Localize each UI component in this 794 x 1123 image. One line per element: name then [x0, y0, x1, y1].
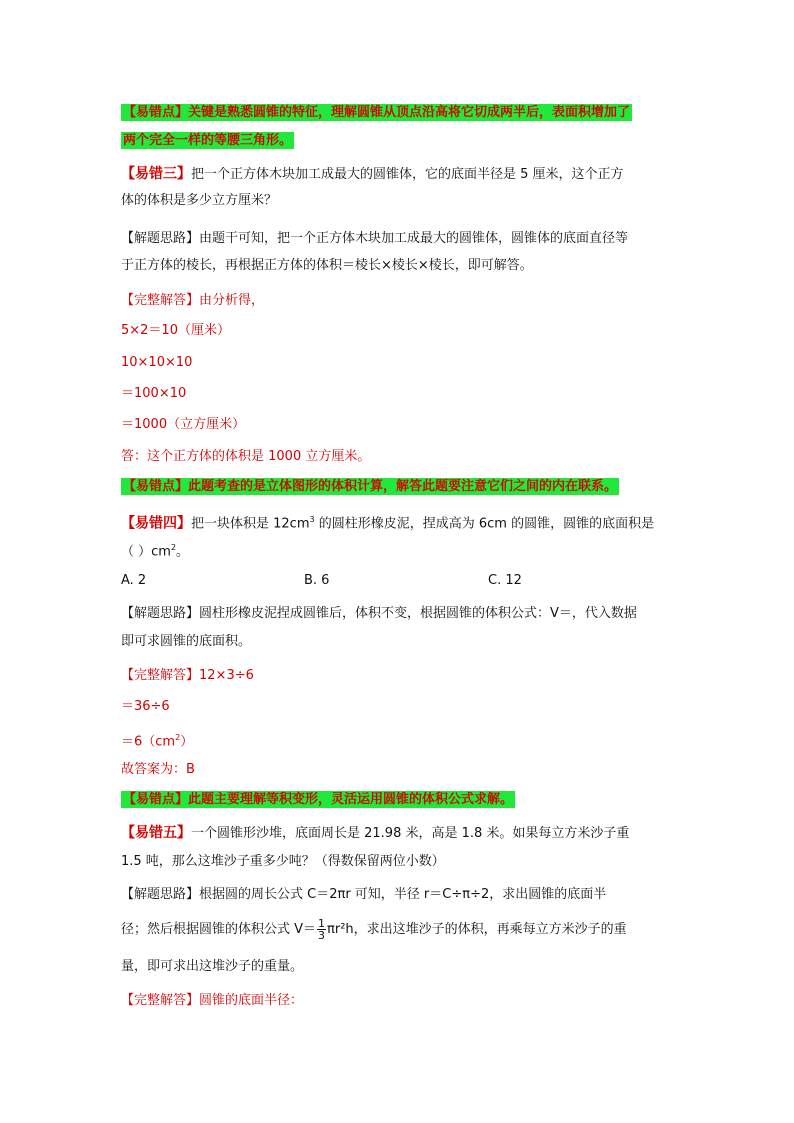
- q5-thinking-line-3: 量，即可求出这堆沙子的重量。: [121, 959, 304, 974]
- q3-calc-step-4: ＝1000（立方厘米）: [121, 417, 246, 432]
- question-5-tag: 【易错五】: [121, 825, 191, 841]
- question-3-line-2: 体的体积是多少立方厘米？: [121, 193, 278, 208]
- question-5-line-1: 【易错五】一个圆锥形沙堆，底面周长是 21.98 米，高是 1.8 米。如果每立方米沙子重: [121, 825, 630, 841]
- q3-calc-step-1: 5×2＝10（厘米）: [121, 323, 230, 338]
- q5-thinking-tag: 【解题思路】: [121, 887, 200, 902]
- error-point-note-3: 【易错点】此题主要理解等积变形，灵活运用圆锥的体积公式求解。: [123, 792, 514, 807]
- q3-thinking-line-1: 【解题思路】由题干可知，把一个正方体木块加工成最大的圆锥体，圆锥体的底面直径等: [121, 231, 629, 246]
- q4-calc-step-2: ＝36÷6: [121, 699, 170, 714]
- q4-thinking-tag: 【解题思路】: [121, 606, 200, 621]
- q4-thinking-line-1: 【解题思路】圆柱形橡皮泥捏成圆锥后，体积不变，根据圆锥的体积公式：V＝，代入数据: [121, 606, 637, 621]
- q3-answer-tag: 【完整解答】: [121, 293, 200, 308]
- q3-final-answer: 答：这个正方体的体积是 1000 立方厘米。: [121, 449, 371, 464]
- question-4-tag: 【易错四】: [121, 515, 191, 532]
- q4-answer-tag: 【完整解答】: [121, 668, 200, 683]
- q4-option-b: B. 6: [304, 573, 330, 588]
- one-third-fraction: $\frac{1}{3}$: [318, 917, 326, 942]
- q5-thinking-line-1: 【解题思路】根据圆的周长公式 C＝2πr 可知，半径 r＝C÷π÷2，求出圆锥的底面半: [121, 887, 607, 902]
- question-3-line-1: 【易错三】把一个正方体木块加工成最大的圆锥体，它的底面半径是 5 厘米，这个正方: [121, 166, 624, 182]
- error-point-note-1: 【易错点】关键是熟悉圆锥的特征，理解圆锥从顶点沿高将它切成两半后，表面积增加了: [123, 105, 631, 120]
- q3-calc-step-2: 10×10×10: [121, 355, 193, 370]
- q5-thinking-line-2: 径；然后根据圆锥的体积公式 V＝ $\frac{1}{3}$ πr²h，求出这堆沙子的体积，再乘每立方米沙子的重: [121, 917, 627, 942]
- q3-thinking-tag: 【解题思路】: [121, 231, 200, 246]
- question-4-line-2: （ ）$cm^2$。: [121, 543, 190, 560]
- q4-thinking-line-2: 即可求圆锥的底面积。: [121, 634, 252, 649]
- q4-option-c: C. 12: [488, 573, 522, 588]
- q4-option-a: A. 2: [121, 573, 147, 588]
- q3-answer-intro: 【完整解答】由分析得，: [121, 293, 265, 308]
- q5-answer-tag: 【完整解答】: [121, 993, 200, 1008]
- q3-calc-step-3: ＝100×10: [121, 386, 187, 401]
- q4-final-answer: 故答案为：B: [121, 762, 195, 777]
- error-point-note-2: 【易错点】此题考查的是立体图形的体积计算，解答此题要注意它们之间的内在联系。: [123, 479, 618, 494]
- question-4-line-1: 【易错四】把一块体积是 $12cm^3$ 的圆柱形橡皮泥，捏成高为 6cm 的圆锥，圆锥的底面积是: [121, 515, 655, 532]
- q3-thinking-line-2: 于正方体的棱长，再根据正方体的体积＝棱长×棱长×棱长，即可解答。: [121, 258, 533, 273]
- question-3-tag: 【易错三】: [121, 166, 191, 182]
- q5-answer-intro: 【完整解答】圆锥的底面半径：: [121, 993, 304, 1008]
- question-5-line-2: 1.5 吨，那么这堆沙子重多少吨？（得数保留两位小数）: [121, 854, 445, 869]
- q4-answer-line-1: 【完整解答】12×3÷6: [121, 668, 254, 683]
- error-point-note-1-cont: 两个完全一样的等腰三角形。: [123, 133, 293, 148]
- q4-calc-step-3: $=6(cm^2)$: [121, 733, 194, 750]
